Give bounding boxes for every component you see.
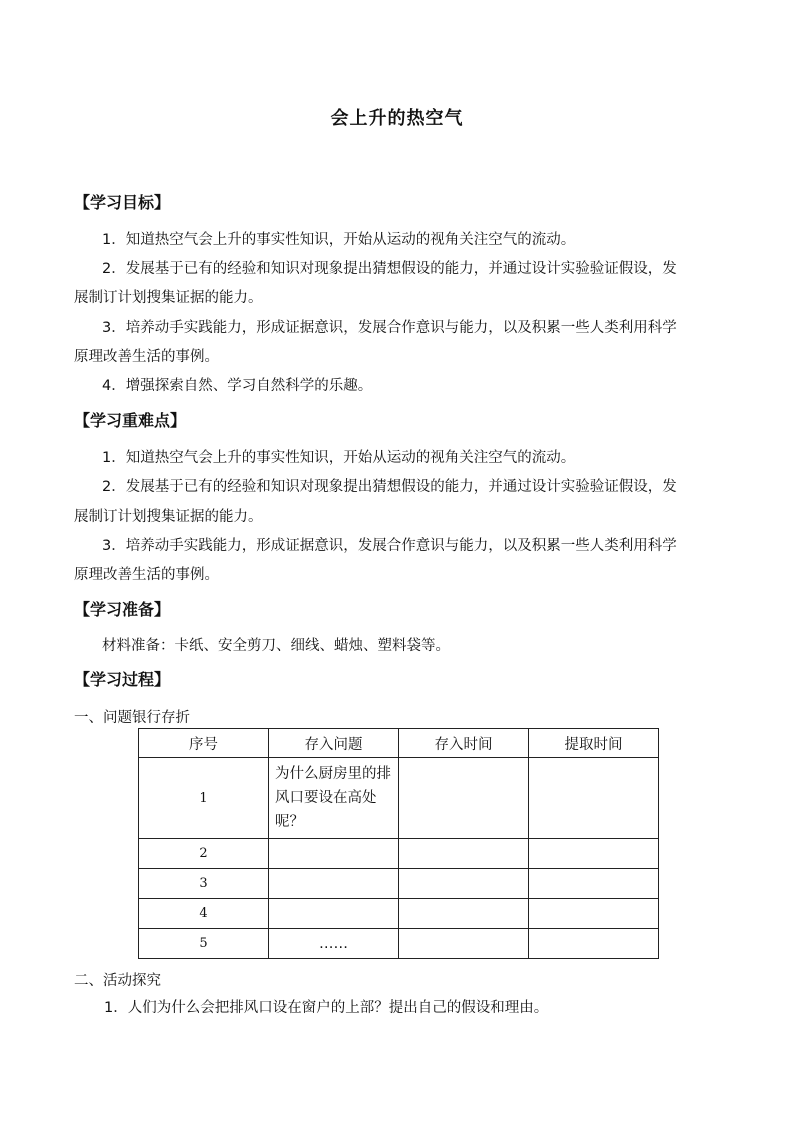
row-question: 为什么厨房里的排风口要设在高处呢？	[269, 758, 399, 839]
part1-heading: 一、问题银行存折	[74, 710, 190, 726]
goal-item-3-cont: 原理改善生活的事例。	[74, 349, 219, 365]
keypoint-item-2: 2．发展基于已有的经验和知识对现象提出猜想假设的能力，并通过设计实验验证假设，发	[102, 479, 677, 495]
row-question: ……	[269, 929, 399, 959]
row-deposit-time	[399, 758, 529, 839]
table-row	[139, 929, 659, 959]
row-deposit-time	[399, 839, 529, 869]
goal-item-4: 4．增强探索自然、学习自然科学的乐趣。	[102, 378, 373, 394]
row-withdraw-time	[529, 929, 659, 959]
row-number: 1	[139, 758, 269, 839]
keypoint-item-3: 3．培养动手实践能力，形成证据意识，发展合作意识与能力，以及积累一些人类利用科学	[102, 538, 677, 554]
keypoint-item-1: 1．知道热空气会上升的事实性知识，开始从运动的视角关注空气的流动。	[102, 450, 576, 466]
row-question	[269, 869, 399, 899]
table-row	[139, 899, 659, 929]
goal-item-2-cont: 展制订计划搜集证据的能力。	[74, 290, 263, 306]
row-number: 5	[139, 929, 269, 959]
row-question	[269, 899, 399, 929]
process-heading: 【学习过程】	[74, 670, 171, 689]
header-question: 存入问题	[269, 729, 399, 758]
table-row	[139, 869, 659, 899]
header-withdraw-time: 提取时间	[529, 729, 659, 758]
row-number: 4	[139, 899, 269, 929]
part2-heading: 二、活动探究	[74, 973, 161, 989]
goal-item-1: 1．知道热空气会上升的事实性知识，开始从运动的视角关注空气的流动。	[102, 232, 576, 248]
row-withdraw-time	[529, 839, 659, 869]
table-row	[139, 839, 659, 869]
row-question	[269, 839, 399, 869]
row-withdraw-time	[529, 869, 659, 899]
row-deposit-time	[399, 899, 529, 929]
keypoint-item-3-cont: 原理改善生活的事例。	[74, 567, 219, 583]
goal-item-2: 2．发展基于已有的经验和知识对现象提出猜想假设的能力，并通过设计实验验证假设，发	[102, 261, 677, 277]
table-row	[139, 758, 659, 839]
header-deposit-time: 存入时间	[399, 729, 529, 758]
row-deposit-time	[399, 869, 529, 899]
goals-heading: 【学习目标】	[74, 193, 171, 212]
prep-text: 材料准备：卡纸、安全剪刀、细线、蜡烛、塑料袋等。	[102, 638, 450, 654]
goal-item-3: 3．培养动手实践能力，形成证据意识，发展合作意识与能力，以及积累一些人类利用科学	[102, 320, 677, 336]
row-number: 2	[139, 839, 269, 869]
header-number: 序号	[139, 729, 269, 758]
table-header-row	[139, 729, 659, 758]
keypoint-item-2-cont: 展制订计划搜集证据的能力。	[74, 509, 263, 525]
keypoints-heading: 【学习重难点】	[74, 411, 187, 430]
page-title: 会上升的热空气	[330, 108, 464, 129]
row-withdraw-time	[529, 899, 659, 929]
row-deposit-time	[399, 929, 529, 959]
row-number: 3	[139, 869, 269, 899]
row-withdraw-time	[529, 758, 659, 839]
prep-heading: 【学习准备】	[74, 600, 171, 619]
question-bank-table	[138, 728, 659, 959]
activity-question-1: 1．人们为什么会把排风口设在窗户的上部？提出自己的假设和理由。	[104, 1000, 549, 1016]
